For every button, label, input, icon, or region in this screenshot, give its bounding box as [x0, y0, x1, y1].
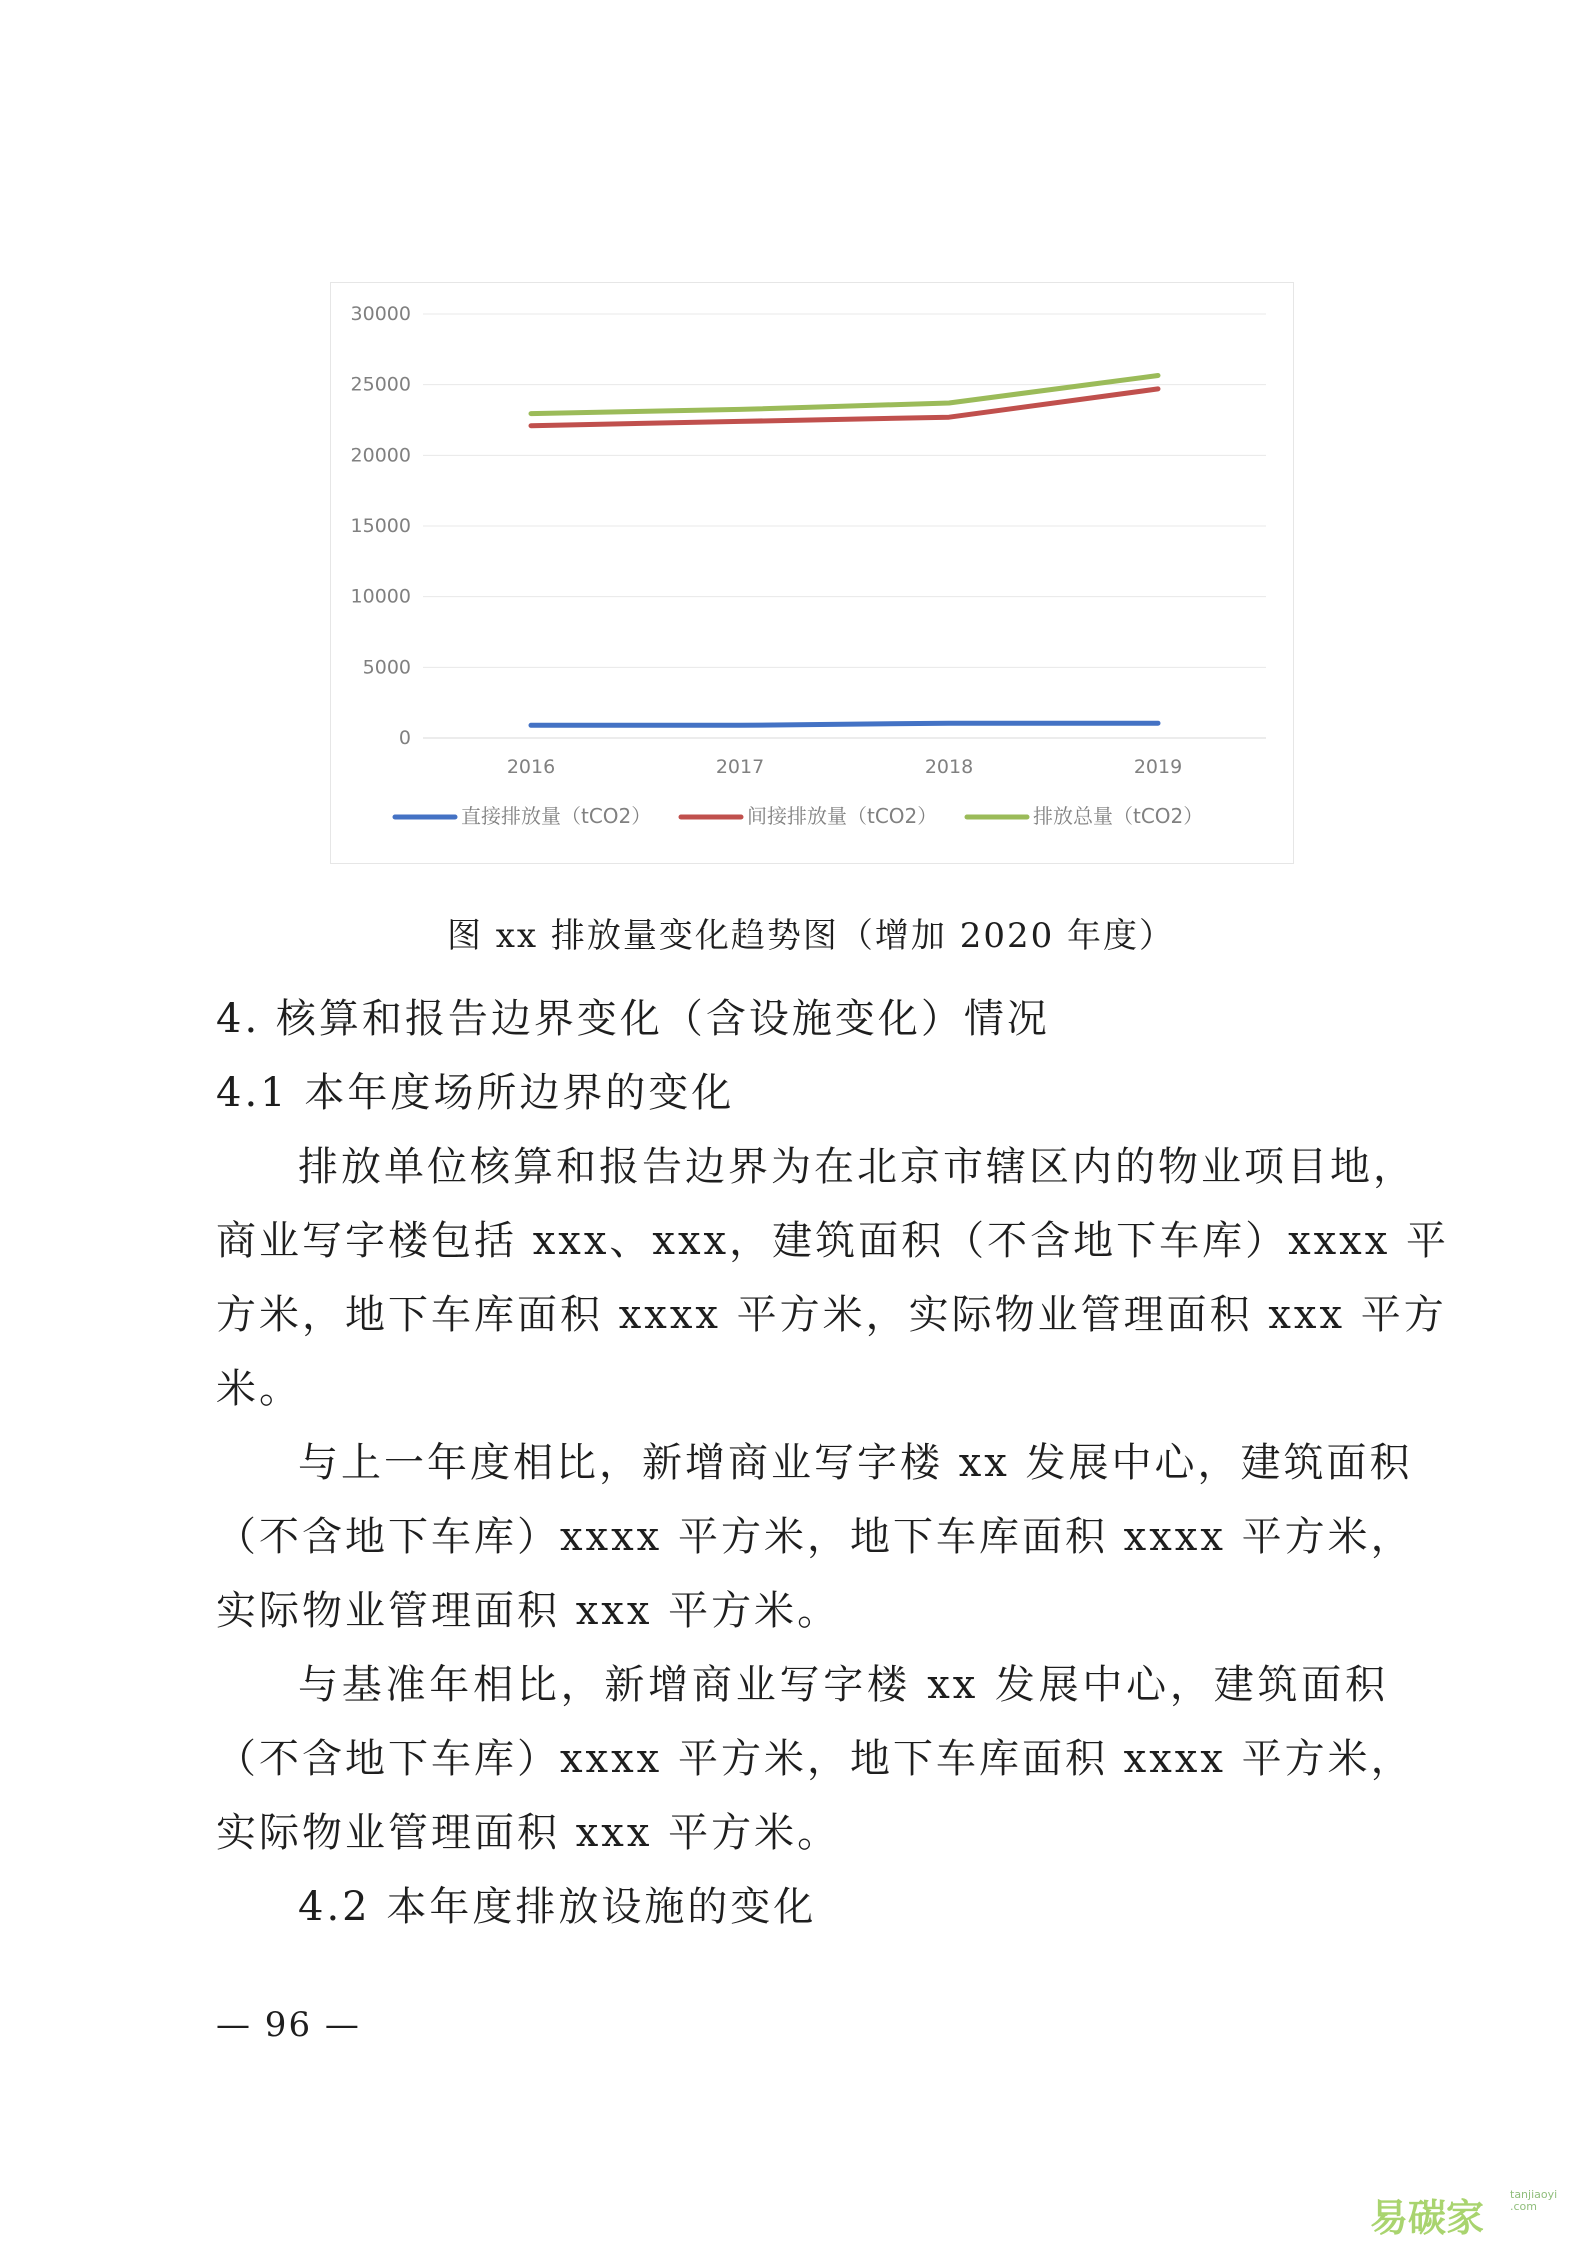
section-heading-4-2: 4.2 本年度排放设施的变化 [298, 1884, 817, 1930]
section-heading-4-1: 4.1 本年度场所边界的变化 [216, 1070, 735, 1116]
y-tick-label: 10000 [350, 585, 411, 608]
watermark-logo [1370, 2185, 1570, 2240]
x-tick-label: 2019 [1133, 756, 1183, 778]
para3-line1: 与基准年相比，新增商业写字楼 xx 发展中心，建筑面积 [298, 1662, 1388, 1708]
para2-line2: （不含地下车库）xxxx 平方米，地下车库面积 xxxx 平方米， [216, 1514, 1414, 1560]
y-tick-label: 20000 [350, 444, 411, 467]
x-tick-label: 2016 [506, 756, 556, 778]
legend-label: 排放总量（tCO2） [1033, 804, 1204, 828]
y-tick-label: 5000 [362, 656, 411, 679]
para2-line1: 与上一年度相比，新增商业写字楼 xx 发展中心，建筑面积 [298, 1440, 1413, 1486]
x-tick-label: 2018 [924, 756, 974, 778]
x-tick-label: 2017 [715, 756, 765, 778]
y-tick-label: 30000 [350, 303, 411, 325]
para1-line3: 方米，地下车库面积 xxxx 平方米，实际物业管理面积 xxx 平方 [216, 1292, 1447, 1338]
legend-label: 间接排放量（tCO2） [747, 804, 938, 828]
section-heading-4: 4. 核算和报告边界变化（含设施变化）情况 [216, 996, 1050, 1042]
para1-line1: 排放单位核算和报告边界为在北京市辖区内的物业项目地， [298, 1144, 1416, 1190]
para3-line2: （不含地下车库）xxxx 平方米，地下车库面积 xxxx 平方米， [216, 1736, 1414, 1782]
para1-line4: 米。 [216, 1366, 302, 1412]
watermark-text: 易碳家 [1370, 2196, 1485, 2240]
legend-label: 直接排放量（tCO2） [461, 804, 652, 828]
watermark-subtext: tanjiaoyi .com [1510, 2188, 1558, 2213]
series-line [531, 376, 1158, 414]
y-tick-label: 0 [398, 727, 411, 749]
para1-line2: 商业写字楼包括 xxx、xxx，建筑面积（不含地下车库）xxxx 平 [216, 1218, 1450, 1264]
para2-line3: 实际物业管理面积 xxx 平方米。 [216, 1588, 841, 1634]
page-number: — 96 — [216, 2005, 361, 2045]
figure-caption: 图 xx 排放量变化趋势图（增加 2020 年度） [446, 916, 1176, 956]
para3-line3: 实际物业管理面积 xxx 平方米。 [216, 1810, 841, 1856]
emission-trend-chart [330, 282, 1294, 864]
series-line [531, 723, 1158, 725]
chart-svg [331, 283, 1293, 863]
y-tick-label: 25000 [350, 373, 411, 396]
y-tick-label: 15000 [350, 515, 411, 537]
